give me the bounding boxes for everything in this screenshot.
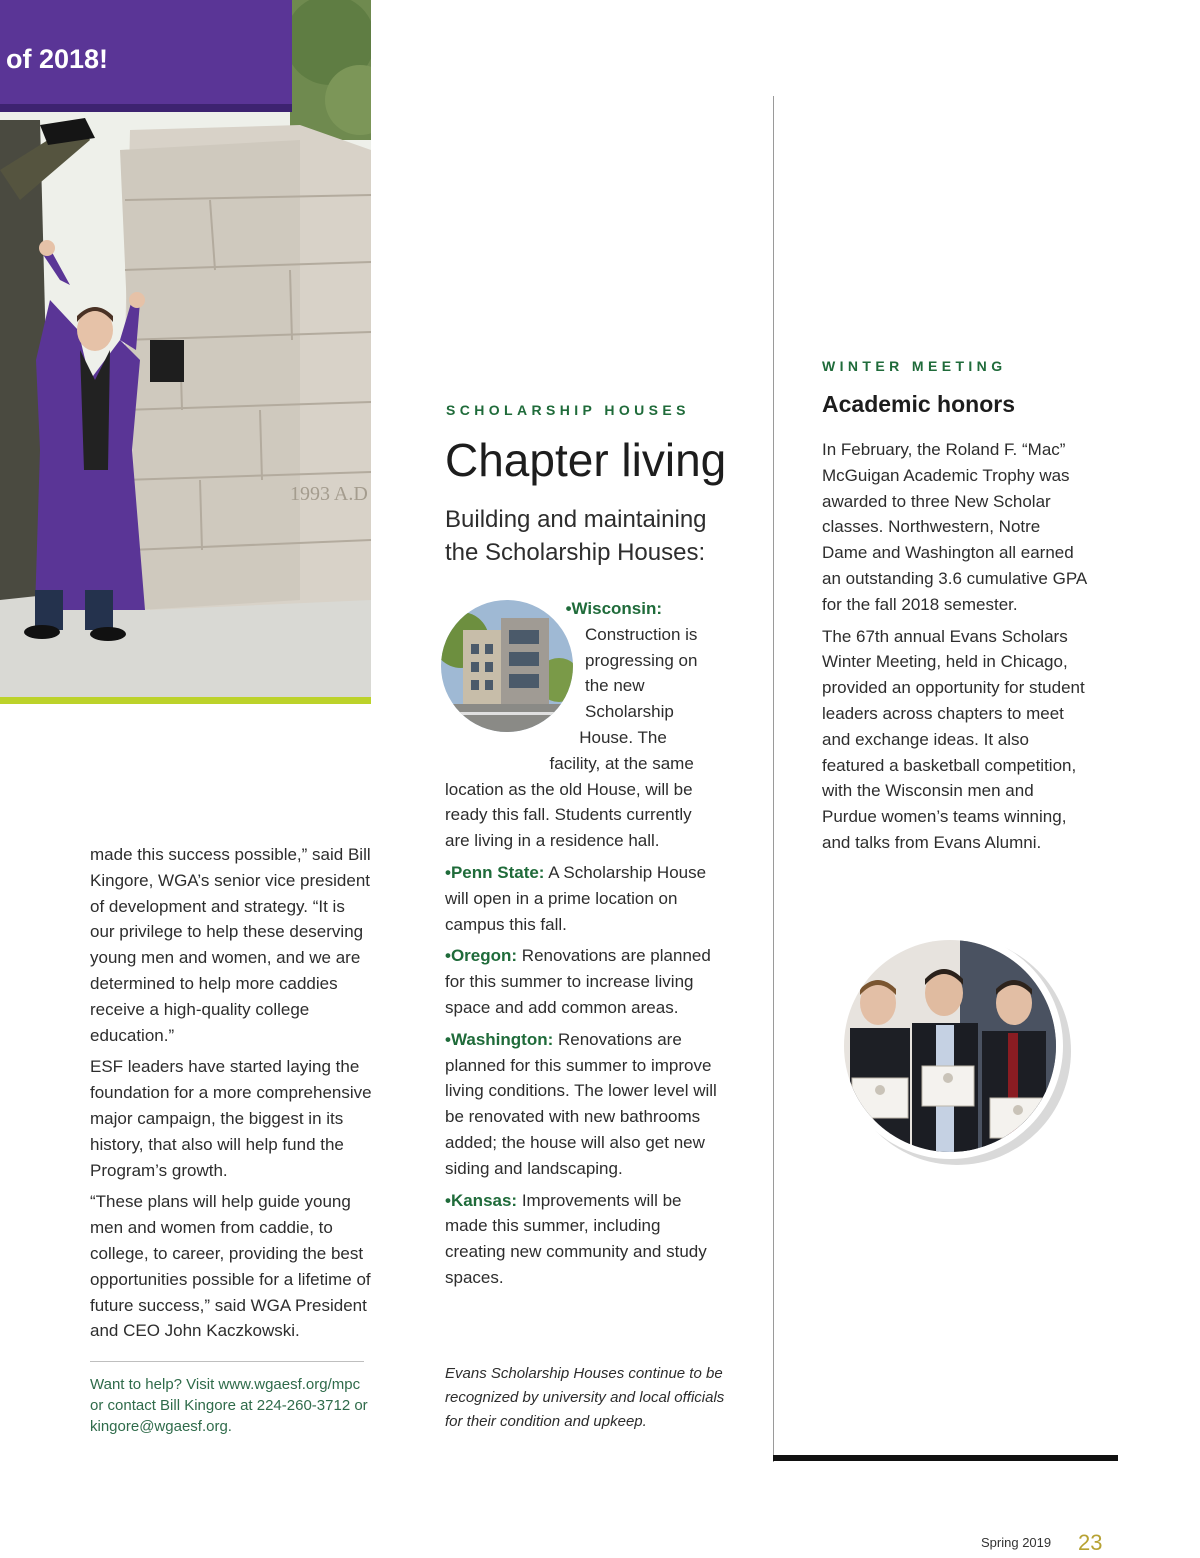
list-item-name: •Kansas: — [445, 1190, 518, 1210]
stone-inscription: 1993 A.D — [290, 483, 368, 505]
left-paragraph-1: made this success possible,” said Bill Kingore, WGA’s senior vice president of development and strategy. “It is our privilege to help these deserving young men and women, and we are determined to help more caddies receive a high-quality college education.” — [90, 845, 371, 1045]
list-item-text: Renovations are planned for this summer to increase living space and add common areas. — [445, 946, 711, 1017]
list-item-name: •Washington: — [445, 1029, 554, 1049]
list-item-text: Improvements will be made this summer, including creating new community and study spaces. — [445, 1190, 707, 1287]
winter-meeting-kicker: WINTER MEETING — [822, 358, 1007, 374]
list-item-text: A Scholarship House will open in a prime location on campus this fall. — [445, 862, 707, 934]
list-item — [445, 943, 720, 1020]
list-item-name: •Oregon: — [445, 946, 518, 966]
left-paragraph-2: ESF leaders have started laying the foundation for a more comprehensive major campaign, the biggest in its history, that also will help fund the Program’s growth. — [90, 1057, 372, 1180]
banner-text: of 2018! — [6, 44, 109, 74]
help-contact-text: Want to help? Visit www.wgaesf.org/mpc or contact Bill Kingore at 224-260-3712 or kingore@wgaesf.org. — [90, 1376, 368, 1435]
scholarship-houses-kicker: SCHOLARSHIP HOUSES — [446, 402, 690, 418]
right-paragraph-1: In February, the Roland F. “Mac” McGuigan Academic Trophy was awarded to three New Scholar classes. Northwestern, Notre Dame and Washington all earned an outstanding 3.6 cumulative GPA for the fall 2018 semester. — [822, 440, 1087, 614]
academic-honors-title: Academic honors — [822, 391, 1015, 417]
chapter-living-subtitle: Building and maintaining the Scholarship Houses: — [445, 506, 707, 566]
left-column — [90, 842, 372, 1350]
list-item — [445, 860, 720, 937]
scholarship-houses-note: Evans Scholarship Houses continue to be recognized by university and local officials for their condition and upkeep. — [445, 1365, 725, 1430]
footer-issue-season: Spring 2019 — [981, 1535, 1052, 1550]
list-item-text: Construction is progressing on the new Scholarship House. The facility, at the same location as the old House, will be ready this fall. Students currently are living in a residence hall. — [445, 624, 698, 851]
left-divider — [90, 1361, 364, 1362]
scholarship-houses-list — [445, 596, 720, 1297]
graduation-photo-illustration — [0, 0, 371, 700]
bottom-rule — [773, 1455, 1118, 1461]
graduation-photo — [0, 0, 371, 700]
chapter-living-title: Chapter living — [445, 434, 727, 486]
list-item-name: •Wisconsin: — [565, 599, 663, 618]
winter-meeting-body — [822, 437, 1087, 862]
column-divider — [773, 96, 774, 1462]
award-students-illustration — [830, 933, 1076, 1166]
list-item-name: •Penn State: — [445, 862, 545, 882]
right-paragraph-2: The 67th annual Evans Scholars Winter Meeting, held in Chicago, provided an opportunity for student leaders across chapters to meet and exchange ideas. It also featured a basketball competition, with the Wisconsin men and Purdue women’s teams winning, and talks from Evans Alumni. — [822, 626, 1085, 852]
list-item — [445, 1027, 720, 1182]
left-paragraph-3: “These plans will help guide young men and women from caddie, to college, to career, providing the best opportunities possible for a lifetime of future success,” said WGA President and CEO John Kaczkowski. — [90, 1192, 371, 1341]
house-photo-wrap-spacer — [445, 596, 585, 766]
award-students-photo — [830, 933, 1076, 1166]
photo-accent-bar — [0, 697, 371, 704]
footer-page-number: 23 — [1078, 1530, 1103, 1555]
list-item-text: Renovations are planned for this summer to improve living conditions. The lower level will be renovated with new bathrooms added; the house will also get new siding and landscaping. — [445, 1029, 717, 1178]
list-item — [445, 1188, 720, 1291]
